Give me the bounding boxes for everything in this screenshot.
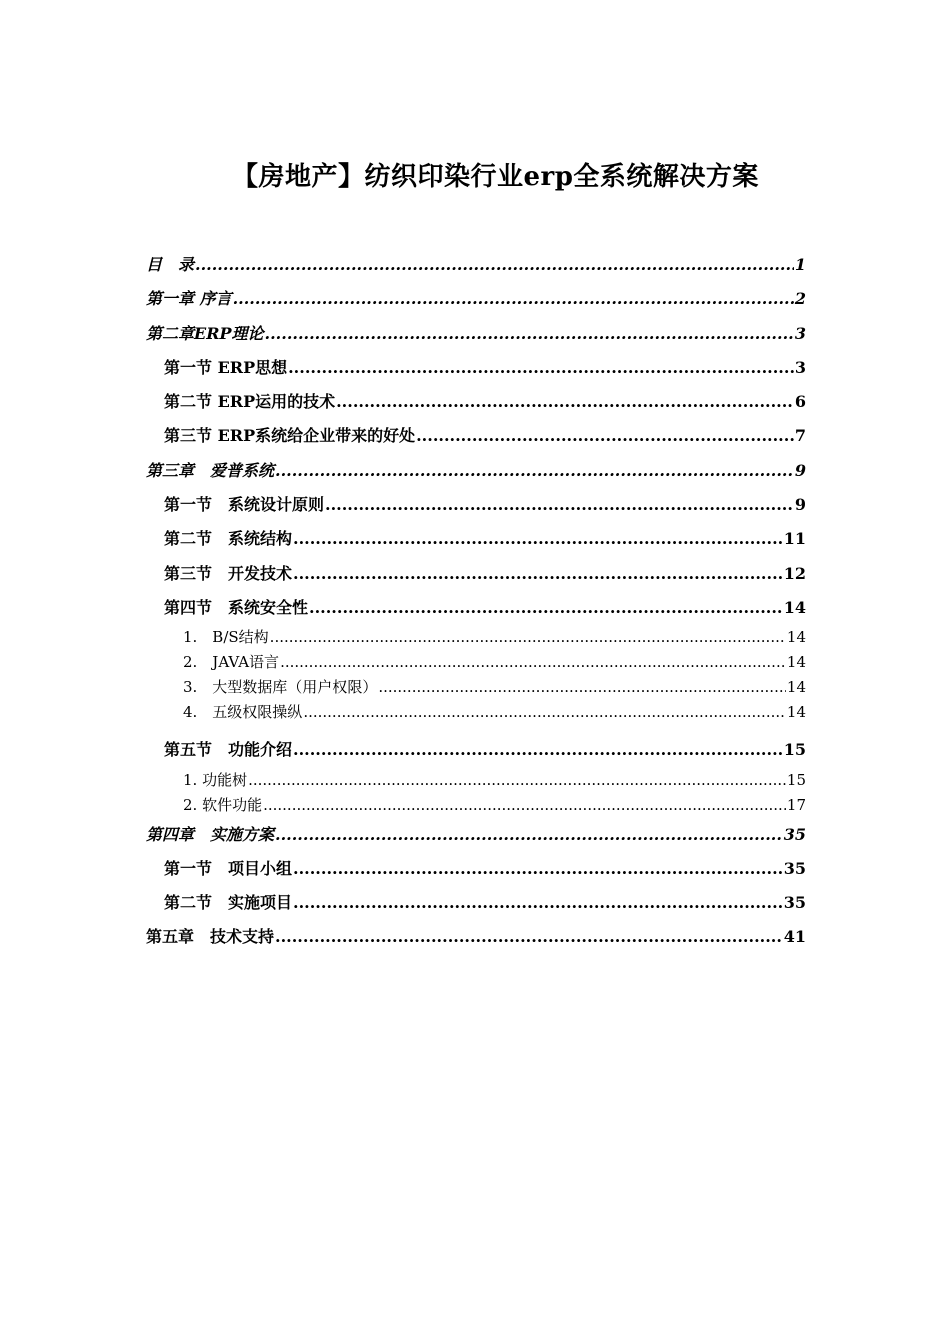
toc-entry-item[interactable]	[146, 793, 806, 818]
toc-page-number: 3	[794, 323, 806, 343]
toc-entry-item[interactable]	[146, 650, 806, 675]
toc-leader-dots	[293, 733, 783, 767]
toc-entry-text: 第五节 功能介绍	[164, 740, 293, 760]
toc-entry-text: 第三节 ERP系统给企业带来的好处	[164, 426, 416, 446]
toc-leader-dots	[325, 488, 794, 522]
toc-page-number: 14	[786, 628, 806, 647]
toc-entry-section[interactable]	[146, 557, 806, 591]
toc-entry-text: 第二节 系统结构	[164, 529, 293, 549]
toc-page-number: 12	[783, 563, 806, 583]
toc-entry-text: 1. 功能树	[183, 770, 248, 789]
toc-leader-dots	[288, 351, 794, 385]
toc-entry-section[interactable]	[146, 733, 806, 767]
toc-page-number: 11	[783, 529, 806, 549]
toc-entry-text: 第一节 系统设计原则	[164, 495, 325, 515]
toc-leader-dots	[233, 282, 794, 316]
toc-entry-section[interactable]	[146, 488, 806, 522]
toc-page-number: 35	[783, 858, 806, 878]
toc-entry-chapter-2[interactable]	[146, 317, 806, 351]
toc-entry-item[interactable]	[146, 675, 806, 700]
toc-leader-dots	[309, 591, 783, 625]
toc-page-number: 7	[794, 426, 806, 446]
toc-entry-item[interactable]	[146, 700, 806, 725]
toc-entry-chapter-1[interactable]	[146, 282, 806, 316]
toc-page-number: 9	[794, 460, 806, 480]
toc-entry-text: 第五章 技术支持	[146, 927, 275, 947]
toc-leader-dots	[195, 248, 794, 282]
spacer	[146, 725, 806, 733]
toc-leader-dots	[378, 675, 786, 700]
toc-page-number: 3	[794, 357, 806, 377]
toc-entry-contents[interactable]	[146, 248, 806, 282]
toc-page-number: 9	[794, 495, 806, 515]
toc-entry-section[interactable]	[146, 351, 806, 385]
toc-entry-text: 4. 五级权限操纵	[183, 703, 303, 722]
toc-entry-section[interactable]	[146, 385, 806, 419]
toc-entry-text: 第一节 ERP思想	[164, 357, 288, 377]
toc-entry-text: 第四章 实施方案	[146, 824, 275, 844]
toc-leader-dots	[416, 419, 794, 453]
toc-leader-dots	[280, 650, 786, 675]
toc-entry-item[interactable]	[146, 625, 806, 650]
toc-entry-text: 第二节 实施项目	[164, 893, 293, 913]
toc-page-number: 41	[783, 927, 806, 947]
toc-entry-chapter-4[interactable]	[146, 818, 806, 852]
toc-leader-dots	[303, 700, 786, 725]
toc-leader-dots	[293, 522, 783, 556]
toc-entry-text: 第三节 开发技术	[164, 563, 293, 583]
toc-entry-text: 第四节 系统安全性	[164, 597, 309, 617]
toc-page-number: 1	[794, 255, 806, 274]
toc-entry-text: 第二节 ERP运用的技术	[164, 392, 336, 412]
toc-page-number: 35	[783, 824, 806, 844]
toc-leader-dots	[336, 385, 794, 419]
toc-leader-dots	[293, 852, 783, 886]
toc-page-number: 14	[783, 597, 806, 617]
toc-page-number: 6	[794, 392, 806, 412]
toc-page-number: 15	[783, 740, 806, 760]
toc-page-number: 35	[783, 893, 806, 913]
toc-entry-text: 第一节 项目小组	[164, 858, 293, 878]
toc-page-number: 14	[786, 678, 806, 697]
toc-leader-dots	[293, 557, 783, 591]
toc-entry-section[interactable]	[146, 886, 806, 920]
toc-entry-text: 2. 软件功能	[183, 795, 263, 814]
toc-entry-text: 第二章ERP理论	[146, 323, 264, 343]
toc-leader-dots	[265, 317, 794, 351]
toc-entry-text: 2. JAVA语言	[183, 653, 280, 672]
toc-entry-item[interactable]	[146, 768, 806, 793]
toc-leader-dots	[275, 818, 783, 852]
toc-entry-section[interactable]	[146, 419, 806, 453]
toc-entry-section[interactable]	[146, 522, 806, 556]
toc-entry-chapter-3[interactable]	[146, 454, 806, 488]
toc-leader-dots	[275, 454, 794, 488]
toc-entry-text: 3. 大型数据库（用户权限）	[183, 678, 378, 697]
toc-leader-dots	[275, 920, 783, 954]
toc-entry-section[interactable]	[146, 591, 806, 625]
toc-entry-chapter-5[interactable]	[146, 920, 806, 954]
toc-page-number: 14	[786, 703, 806, 722]
toc-page-number: 17	[786, 795, 806, 814]
toc-leader-dots	[263, 793, 786, 818]
toc-entry-text: 第三章 爱普系统	[146, 460, 275, 480]
page-title: 【房地产】纺织印染行业erp全系统解决方案	[232, 162, 759, 192]
toc-page-number: 15	[786, 770, 806, 789]
toc-leader-dots	[293, 886, 783, 920]
toc-page-number: 2	[794, 289, 806, 309]
toc-page-number: 14	[786, 653, 806, 672]
table-of-contents	[146, 248, 806, 955]
toc-entry-text: 1. B/S结构	[183, 628, 269, 647]
toc-entry-text: 目 录	[146, 255, 195, 274]
toc-entry-section[interactable]	[146, 852, 806, 886]
toc-leader-dots	[248, 768, 786, 793]
toc-leader-dots	[270, 625, 786, 650]
toc-entry-text: 第一章 序言	[146, 289, 232, 309]
